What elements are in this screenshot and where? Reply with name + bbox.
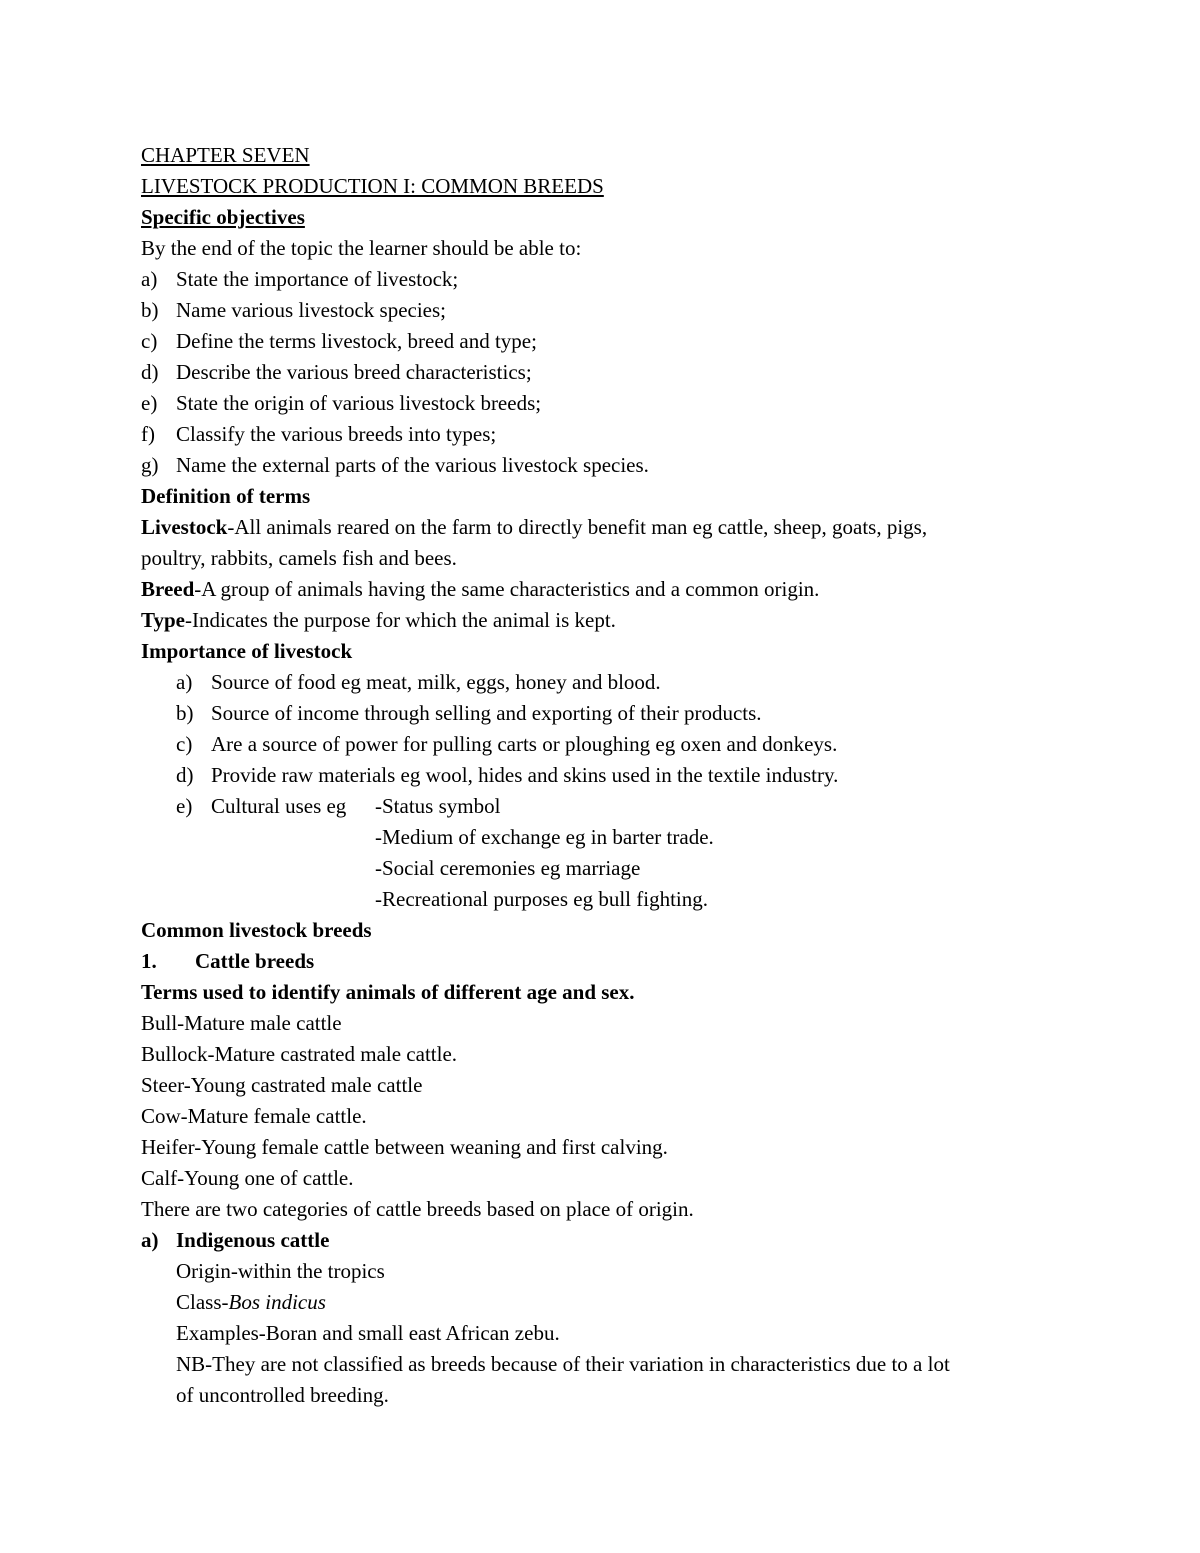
cultural-use: -Status symbol: [375, 794, 501, 818]
cultural-use: -Medium of exchange eg in barter trade.: [375, 825, 714, 849]
definition-term: Breed: [141, 577, 195, 601]
importance-item: [176, 791, 346, 822]
indigenous-note: NB-They are not classified as breeds because of their variation in characteristics due to a lot: [176, 1352, 950, 1376]
importance-label: a): [176, 670, 193, 694]
importance-item: [176, 667, 661, 698]
objective-item: [141, 388, 541, 419]
chapter-label: CHAPTER SEVEN: [141, 143, 310, 167]
cattle-term: Heifer-Young female cattle between weaning and first calving.: [141, 1135, 668, 1159]
objective-item: [141, 419, 496, 450]
importance-item: [176, 698, 762, 729]
objective-item: [141, 357, 532, 388]
indigenous-class: [176, 1287, 326, 1318]
objective-label: b): [141, 298, 159, 322]
objective-label: c): [141, 329, 158, 353]
importance-item: [176, 760, 838, 791]
indigenous-heading: [141, 1225, 329, 1256]
cattle-term: Bull-Mature male cattle: [141, 1011, 342, 1035]
definition-text: -All animals reared on the farm to directly benefit man eg cattle, sheep, goats, pigs,: [227, 515, 928, 539]
importance-label: e): [176, 794, 193, 818]
definition-type: [141, 605, 616, 636]
cattle-term: Cow-Mature female cattle.: [141, 1104, 367, 1128]
objective-text: Classify the various breeds into types;: [176, 422, 497, 446]
cattle-number: 1.: [141, 949, 157, 973]
indigenous-examples: Examples-Boran and small east African zebu.: [176, 1321, 560, 1345]
definitions-heading: Definition of terms: [141, 484, 311, 508]
cattle-breeds-heading: [141, 946, 314, 977]
indigenous-note-cont: of uncontrolled breeding.: [176, 1383, 389, 1407]
definition-livestock: [141, 512, 927, 543]
objective-text: Name various livestock species;: [176, 298, 447, 322]
importance-text: Provide raw materials eg wool, hides and skins used in the textile industry.: [211, 763, 839, 787]
importance-item: [176, 729, 837, 760]
objective-text: State the importance of livestock;: [176, 267, 459, 291]
definition-term: Livestock: [141, 515, 228, 539]
definition-text: -A group of animals having the same characteristics and a common origin.: [194, 577, 820, 601]
cultural-use: -Recreational purposes eg bull fighting.: [375, 887, 708, 911]
importance-text: Are a source of power for pulling carts or ploughing eg oxen and donkeys.: [211, 732, 838, 756]
objective-item: [141, 326, 537, 357]
objectives-intro: By the end of the topic the learner should be able to:: [141, 236, 582, 260]
definition-breed: [141, 574, 819, 605]
definition-term: Type: [141, 608, 185, 632]
objective-item: [141, 295, 446, 326]
objective-text: Name the external parts of the various livestock species.: [176, 453, 649, 477]
objective-text: Describe the various breed characteristics;: [176, 360, 532, 384]
objective-text: Define the terms livestock, breed and type;: [176, 329, 537, 353]
cattle-term: Calf-Young one of cattle.: [141, 1166, 354, 1190]
cattle-heading-text: Cattle breeds: [195, 949, 315, 973]
importance-text: Cultural uses eg: [211, 794, 347, 818]
objective-label: a): [141, 267, 158, 291]
breeds-heading: Common livestock breeds: [141, 918, 372, 942]
objectives-heading: Specific objectives: [141, 205, 305, 229]
chapter-title: LIVESTOCK PRODUCTION I: COMMON BREEDS: [141, 174, 604, 198]
importance-label: b): [176, 701, 194, 725]
indigenous-label: a): [141, 1228, 159, 1252]
categories-intro: There are two categories of cattle breeds based on place of origin.: [141, 1197, 694, 1221]
indigenous-origin: Origin-within the tropics: [176, 1259, 385, 1283]
objective-label: d): [141, 360, 159, 384]
objective-label: f): [141, 422, 155, 446]
cattle-term: Bullock-Mature castrated male cattle.: [141, 1042, 458, 1066]
class-prefix: Class-: [176, 1290, 229, 1314]
indigenous-heading-text: Indigenous cattle: [176, 1228, 330, 1252]
cultural-use: -Social ceremonies eg marriage: [375, 856, 641, 880]
definition-livestock-cont: poultry, rabbits, camels fish and bees.: [141, 546, 457, 570]
terms-heading: Terms used to identify animals of different age and sex.: [141, 980, 635, 1004]
cattle-term: Steer-Young castrated male cattle: [141, 1073, 423, 1097]
objective-item: [141, 450, 649, 481]
importance-heading: Importance of livestock: [141, 639, 353, 663]
objective-label: e): [141, 391, 158, 415]
importance-label: d): [176, 763, 194, 787]
objective-label: g): [141, 453, 159, 477]
importance-label: c): [176, 732, 193, 756]
class-name: Bos indicus: [228, 1290, 326, 1314]
importance-text: Source of food eg meat, milk, eggs, honey and blood.: [211, 670, 661, 694]
objective-text: State the origin of various livestock breeds;: [176, 391, 542, 415]
importance-text: Source of income through selling and exporting of their products.: [211, 701, 762, 725]
definition-text: -Indicates the purpose for which the animal is kept.: [184, 608, 616, 632]
objective-item: [141, 264, 458, 295]
